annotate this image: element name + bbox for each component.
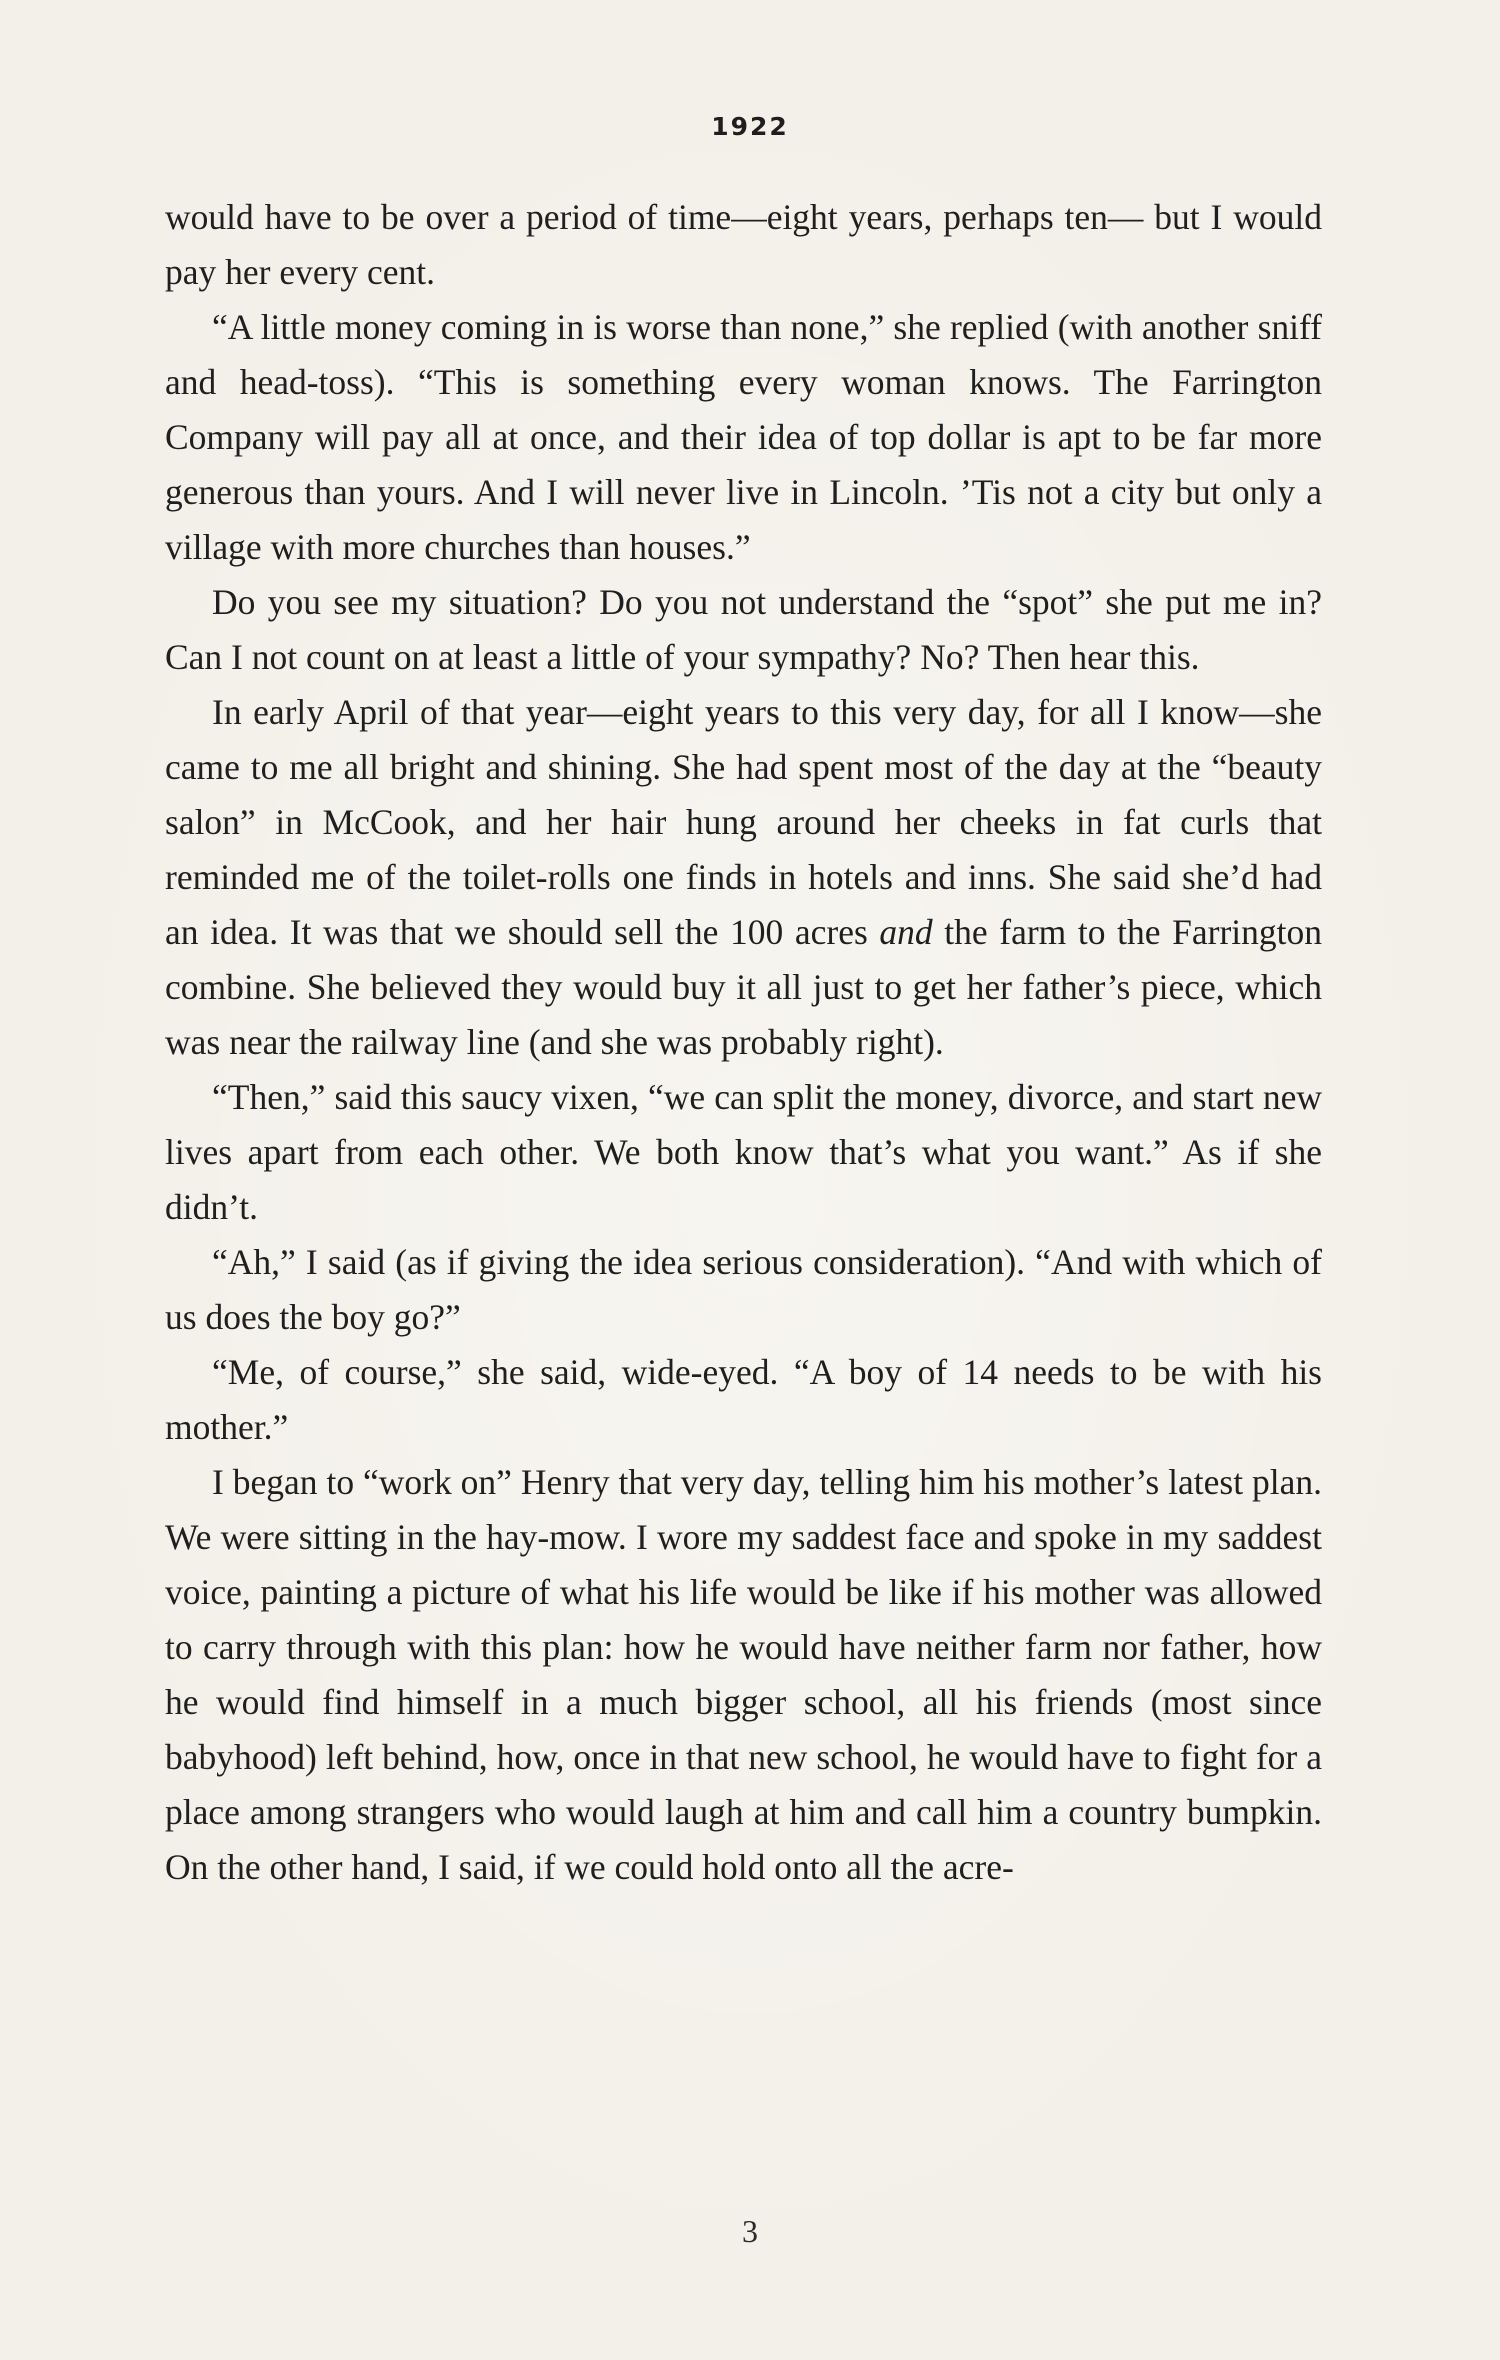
- running-head: 1922: [711, 112, 789, 141]
- paragraph-7: “Me, of course,” she said, wide-eyed. “A boy of 14 needs to be with his mother.”: [165, 1352, 1322, 1447]
- paragraph-8: I began to “work on” Henry that very day, telling him his mother’s latest plan. We were sitting in the hay-mow. I wore my saddest face and spoke in my saddest voice, painting a picture of what his life would be like if his mother was allowed to carry through with this plan: how he would have neither farm nor father, how he would find himself in a much bigger school, all his friends (most since babyhood) left behind, how, once in that new school, he would have to fight for a place among strangers who would laugh at him and call him a country bumpkin. On the other hand, I said, if we could hold onto all the acre-: [165, 1462, 1322, 1887]
- paragraph-5: “Then,” said this saucy vixen, “we can split the money, divorce, and start new lives apart from each other. We both know that’s what you want.” As if she didn’t.: [165, 1077, 1322, 1227]
- body-text: [165, 190, 1322, 1895]
- emphasis-and: and: [879, 912, 933, 952]
- paragraph-3: Do you see my situation? Do you not understand the “spot” she put me in? Can I not count on at least a little of your sympathy? No? Then hear this.: [165, 582, 1322, 677]
- page-number: 3: [742, 2213, 758, 2249]
- paragraph-4-part-2: the farm to the Farrington combine. She believed they would buy it all just to get her father’s piece, which was near the railway line (and she was probably right).: [165, 912, 1322, 1062]
- paragraph-1: would have to be over a period of time—eight years, perhaps ten— but I would pay her every cent.: [165, 197, 1322, 292]
- paragraph-2: “A little money coming in is worse than none,” she replied (with another sniff and head-toss). “This is something every woman knows. The Farrington Company will pay all at once, and their idea of top dollar is apt to be far more generous than yours. And I will never live in Lincoln. ’Tis not a city but only a village with more churches than houses.”: [165, 307, 1322, 567]
- paragraph-6: “Ah,” I said (as if giving the idea serious consideration). “And with which of us does the boy go?”: [165, 1242, 1322, 1337]
- paragraph-4-part-1: In early April of that year—eight years to this very day, for all I know—she came to me all bright and shining. She had spent most of the day at the “beauty salon” in McCook, and her hair hung around her cheeks in fat curls that reminded me of the toilet-rolls one finds in hotels and inns. She said she’d had an idea. It was that we should sell the 100 acres: [165, 692, 1322, 952]
- paragraph-4: [165, 685, 1322, 1070]
